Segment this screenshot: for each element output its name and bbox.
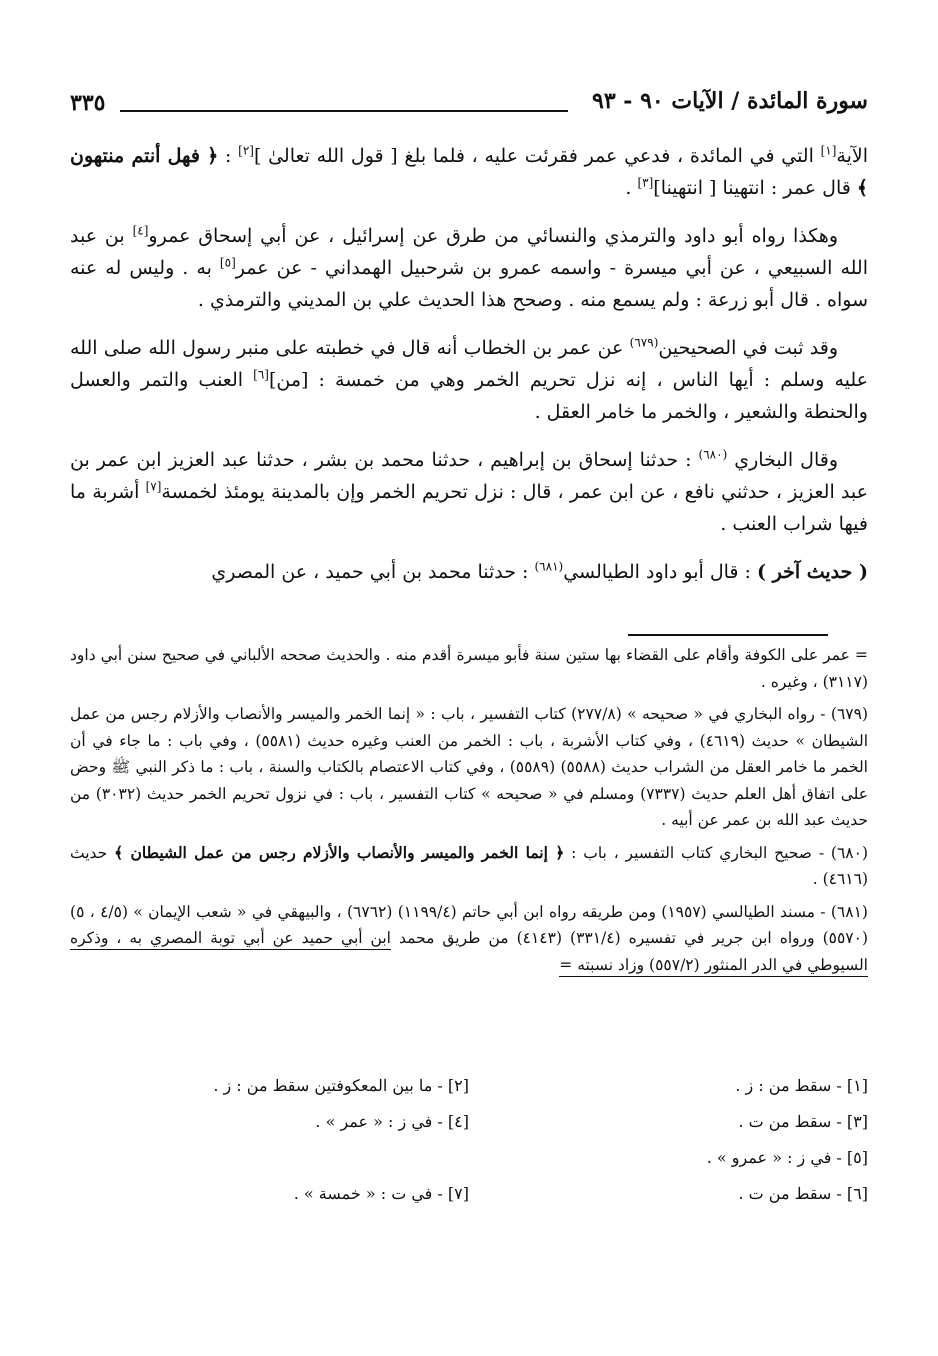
note-item: [٦] - سقط من ت . xyxy=(738,1184,868,1203)
text-span: وهكذا رواه أبو داود والترمذي والنسائي من طرق عن إسرائيل ، عن أبي إسحاق عمرو xyxy=(148,225,838,247)
note-item: [٢] - ما بين المعكوفتين سقط من : ز . xyxy=(213,1076,469,1095)
underlined-text: ابن أبي حميد عن أبي توبة المصري به ، وذكره السيوطي في الدر المنثور (٥٥٧/٢) وزاد نسبته = xyxy=(70,929,868,977)
footnote-680 xyxy=(70,840,868,893)
note-item xyxy=(70,1140,469,1176)
text-span: بن عبد الله السبيعي ، عن أبي ميسرة - واسمه عمرو بن شرحبيل الهمداني - عن عمر xyxy=(70,225,868,279)
text-span: : حدثنا محمد بن أبي حميد ، عن المصري xyxy=(211,561,535,583)
text-span: : قال أبو داود الطيالسي xyxy=(563,561,757,583)
note-ref: [٤] xyxy=(132,223,149,238)
paragraph-2 xyxy=(70,220,868,316)
section-heading: ( حديث آخر ) xyxy=(757,561,868,583)
footnote-ref: (٦٧٩) xyxy=(629,335,659,350)
text-span: : xyxy=(218,145,239,167)
footnote-continuation: = عمر على الكوفة وأقام على القضاء بها ستين سنة فأبو ميسرة أقدم منه . والحديث صححه الألباني في صحيح سنن أبي داود (٣١١٧) ، وغيره . xyxy=(70,646,868,691)
page-header xyxy=(70,86,868,122)
text-span: العنب والتمر والعسل والحنطة والشعير ، والخمر ما خامر العقل . xyxy=(70,369,868,423)
note-ref: [٣] xyxy=(637,175,654,190)
note-ref: [٧] xyxy=(145,479,162,494)
quran-quote: ﴿ إنما الخمر والميسر والأنصاب والأزلام رجس من عمل الشيطان ﴾ xyxy=(114,842,565,862)
note-ref: [٥] xyxy=(219,255,236,270)
footnote-ref: (٦٨١) xyxy=(534,559,564,574)
text-span: : حدثنا إسحاق بن إبراهيم ، حدثنا محمد بن بشر ، حدثنا عبد العزيز ابن عمر بن عبد العزيز ، حدثني نافع ، عن ابن عمر ، قال : نزل تحريم الخمر وإن بالمدينة يومئذ لخمسة xyxy=(70,449,869,503)
text-span: الآية xyxy=(836,145,869,167)
text-span: التي في المائدة ، فدعي عمر فقرئت عليه ، فلما بلغ [ قول الله تعالىٰ ] xyxy=(253,145,821,167)
note-row xyxy=(70,1068,868,1104)
note-row xyxy=(70,1176,868,1212)
text-span: أشربة ما فيها شراب العنب . xyxy=(70,481,868,535)
note-item: [١] - سقط من : ز . xyxy=(735,1076,868,1095)
note-item: [٣] - سقط من ت . xyxy=(738,1112,868,1131)
text-span: (٦٨٠) - صحيح البخاري كتاب التفسير ، باب : xyxy=(564,843,868,862)
note-ref: [٢] xyxy=(238,143,254,158)
text-span: وقال البخاري xyxy=(727,449,838,471)
note-item: [٧] - في ت : « خمسة » . xyxy=(293,1184,469,1203)
note-item: [٤] - في ز : « عمر » . xyxy=(315,1112,469,1131)
footnote-681 xyxy=(70,899,868,979)
quran-quote: ﴿ فهل أنتم منتهون ﴾ xyxy=(70,145,868,199)
paragraph-1 xyxy=(70,140,868,204)
page-number: ٣٣٥ xyxy=(70,90,106,116)
text-span: عن عمر بن الخطاب أنه قال في خطبته على منبر رسول الله صلى الله عليه وسلم : أيها الناس ، إنه نزل تحريم الخمر وهي من خمسة : [من] xyxy=(70,337,868,391)
text-span: به . وليس له عنه سواه . قال أبو زرعة : ولم يسمع منه . وصحح هذا الحديث علي بن المديني والترمذي . xyxy=(70,257,868,311)
footnotes xyxy=(70,642,868,984)
running-title: سورة المائدة / الآيات ٩٠ - ٩٣ xyxy=(592,88,868,114)
text-span: قال عمر : انتهينا [ انتهينا] xyxy=(653,177,857,199)
paragraph-5 xyxy=(70,556,868,588)
footnote-ref: (٦٨٠) xyxy=(698,447,728,462)
header-rule xyxy=(120,110,568,112)
note-item: [٥] - في ز : « عمرو » . xyxy=(706,1148,868,1167)
manuscript-notes xyxy=(70,1068,868,1212)
paragraph-4 xyxy=(70,444,868,540)
text-span: . xyxy=(625,177,638,199)
note-row xyxy=(70,1140,868,1176)
footnote-679: (٦٧٩) - رواه البخاري في « صحيحه » (٢٧٧/٨) كتاب التفسير ، باب : « إنما الخمر والميسر والأنصاب والأزلام رجس من عمل الشيطان » حديث (٤٦١٩) ، وفي كتاب الأشربة ، باب : الخمر من العنب وغيره حديث (٥٥٨١) ، وفي باب : ما جاء في أن الخمر ما خامر العقل من الشراب حديث (٥٥٨٨) (٥٥٨٩) ، وفي كتاب الاعتصام بالكتاب والسنة ، باب : ما ذكر النبي ﷺ وحض على اتفاق أهل العلم حديث (٧٣٣٧) ومسلم في « صحيحه » كتاب التفسير ، باب : في نزول تحريم الخمر حديث (٣٠٣٢) من حديث عبد الله بن عمر عن أبيه . xyxy=(70,705,869,829)
text-span: (٦٨١) - مسند الطيالسي (١٩٥٧) ومن طريقه رواه ابن أبي حاتم (١١٩٩/٤) (٦٧٦٢) ، والبيهقي في « شعب الإيمان » (٤/٥ ، ٥) (٥٥٧٠) ورواه ابن جرير في تفسيره (٣٣١/٤) (٤١٤٣) من طريق محمد xyxy=(70,902,868,947)
note-ref: [٦] xyxy=(253,367,269,382)
note-row xyxy=(70,1104,868,1140)
note-ref: [١] xyxy=(820,143,837,158)
footnote-separator xyxy=(628,634,828,636)
text-span: حديث (٤٦١٦) . xyxy=(70,843,868,888)
paragraph-3 xyxy=(70,332,868,428)
text-span: وقد ثبت في الصحيحين xyxy=(658,337,839,359)
main-text xyxy=(70,140,868,604)
